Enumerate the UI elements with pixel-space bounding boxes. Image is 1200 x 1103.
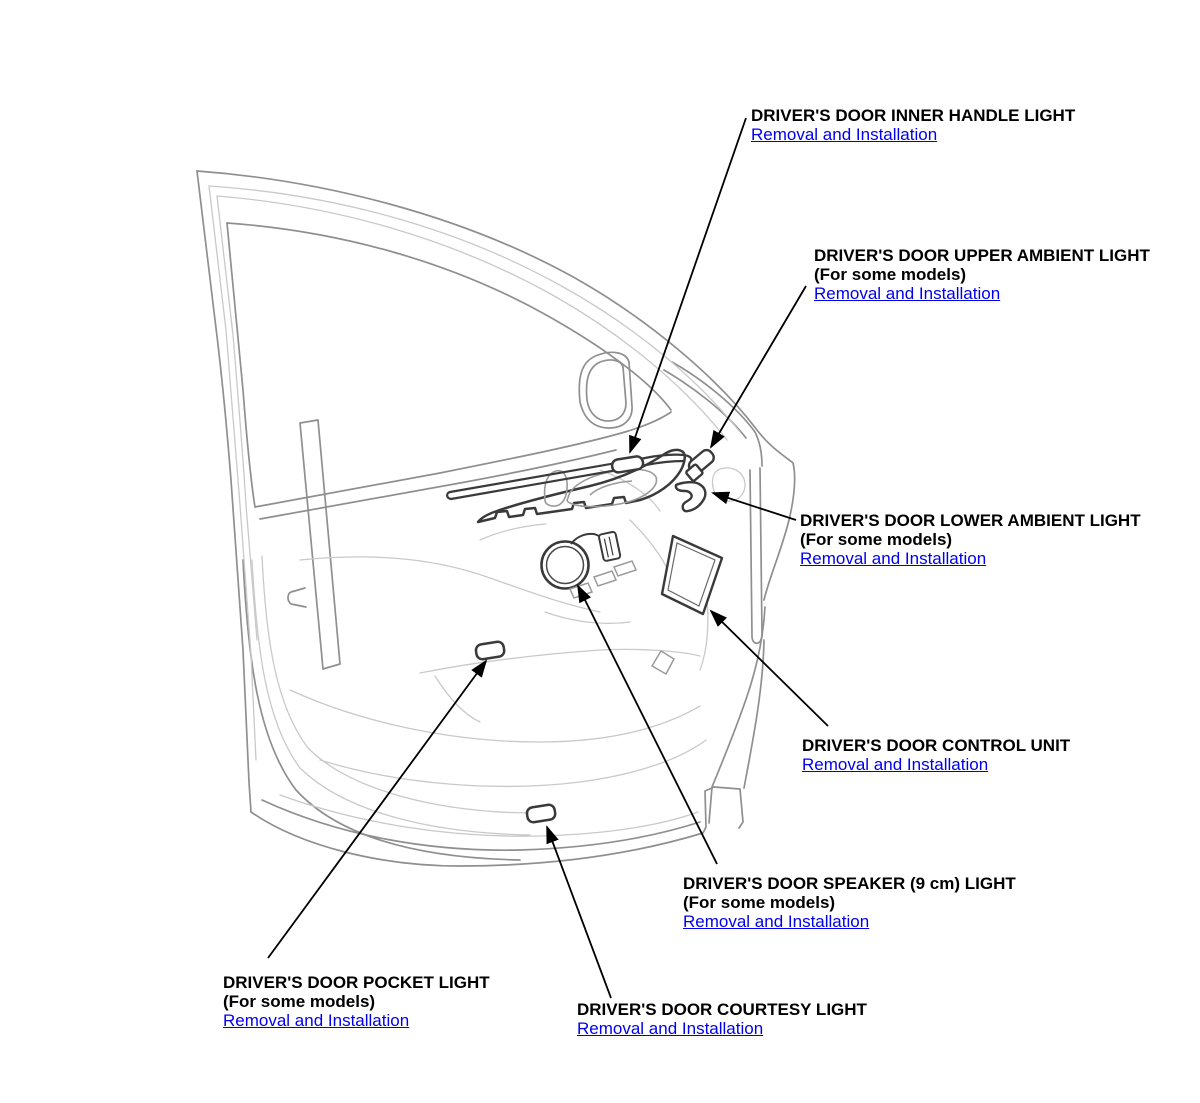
diamond-clip — [652, 651, 674, 674]
removal-installation-link[interactable]: Removal and Installation — [800, 549, 987, 568]
lower-ambient-light-part — [676, 482, 706, 511]
arrow-lower-ambient-light — [713, 493, 796, 520]
callout-title: DRIVER'S DOOR COURTESY LIGHT — [577, 1000, 867, 1019]
callout-note: (For some models) — [814, 265, 967, 284]
callout-title: DRIVER'S DOOR LOWER AMBIENT LIGHT — [800, 511, 1141, 530]
pocket-light-part — [475, 641, 505, 660]
callout-speaker-light — [683, 874, 1016, 931]
callout-title: DRIVER'S DOOR SPEAKER (9 cm) LIGHT — [683, 874, 1016, 893]
callout-note: (For some models) — [800, 530, 953, 549]
callout-inner-handle-light — [751, 106, 1075, 144]
callout-title: DRIVER'S DOOR UPPER AMBIENT LIGHT — [814, 246, 1150, 265]
removal-installation-link[interactable]: Removal and Installation — [802, 755, 989, 774]
removal-installation-link[interactable]: Removal and Installation — [751, 125, 938, 144]
callout-title: DRIVER'S DOOR POCKET LIGHT — [223, 973, 490, 992]
arrow-speaker-light — [578, 586, 717, 864]
mirror-mount-patch — [579, 352, 632, 428]
arrow-pocket-light — [268, 661, 486, 958]
inner-handle-bezel — [478, 450, 685, 522]
callout-title: DRIVER'S DOOR CONTROL UNIT — [802, 736, 1071, 755]
removal-installation-link[interactable]: Removal and Installation — [577, 1019, 764, 1038]
callout-lower-ambient-light — [800, 511, 1141, 568]
callout-note: (For some models) — [683, 893, 836, 912]
window-switches — [570, 561, 636, 598]
removal-installation-link[interactable]: Removal and Installation — [223, 1011, 410, 1030]
callout-upper-ambient-light — [814, 246, 1150, 303]
door-faint-contours — [209, 186, 745, 836]
removal-installation-link[interactable]: Removal and Installation — [814, 284, 1001, 303]
arrow-control-unit — [711, 611, 828, 726]
callout-courtesy-light — [577, 1000, 867, 1038]
callout-note: (For some models) — [223, 992, 376, 1011]
arrow-upper-ambient-light — [711, 286, 806, 447]
callout-control-unit — [802, 736, 1070, 774]
callout-pocket-light — [223, 973, 490, 1030]
control-unit-part — [662, 536, 722, 614]
arrow-courtesy-light — [547, 827, 611, 998]
courtesy-light-part — [526, 804, 556, 823]
arrow-inner-handle-light — [630, 118, 746, 452]
inner-handle-light-part — [611, 456, 644, 474]
upper-ambient-light-part — [686, 448, 717, 482]
callout-title: DRIVER'S DOOR INNER HANDLE LIGHT — [751, 106, 1076, 125]
removal-installation-link[interactable]: Removal and Installation — [683, 912, 870, 931]
